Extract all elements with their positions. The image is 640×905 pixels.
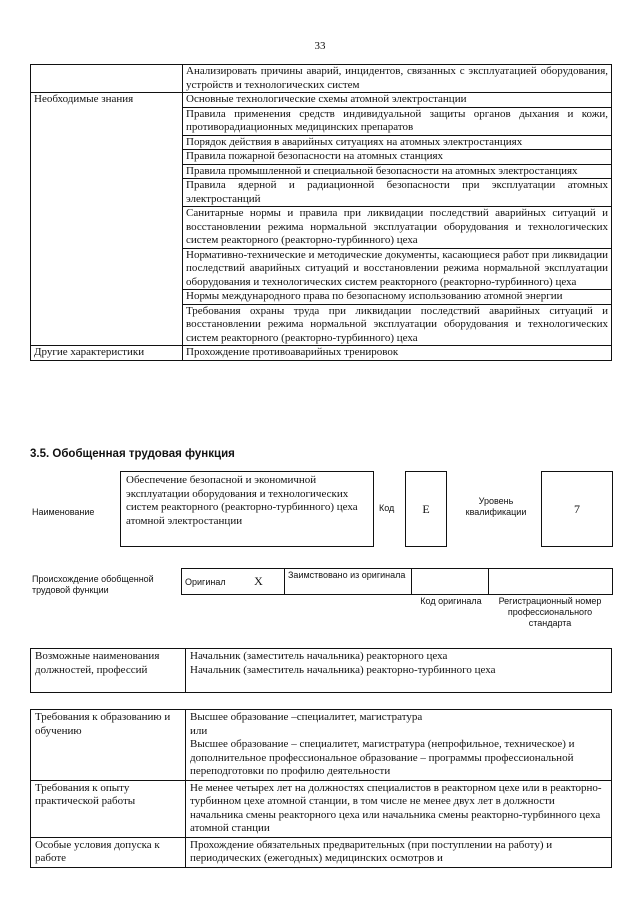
education-line: Высшее образование –специалитет, магистратура (190, 711, 423, 723)
qualification-level-value: 7 (541, 471, 613, 547)
table-row (31, 93, 612, 108)
knowledge-label: Необходимые знания (31, 93, 183, 346)
knowledge-table (30, 64, 612, 361)
knowledge-item: Правила применения средств индивидуальной защиты органов дыхания и кожи, противорадиационных медицинских препаратов (183, 107, 612, 135)
requirements-table (30, 709, 612, 868)
origin-table (181, 568, 613, 595)
table-row (182, 569, 613, 595)
qualification-level-label: Уровень квалификации (465, 496, 527, 517)
origin-code-caption: Код оригинала (420, 596, 482, 606)
page-number: 33 (314, 40, 326, 52)
experience-value: Не менее четырех лет на должностях специалистов в реакторном цехе или в реакторно-турбинном цехе атомной станции, в том числе не менее двух лет в должности начальника смены реакторного цеха или начальника смены реакторно-турбинного цеха атомной станции (186, 780, 612, 837)
positions-values (186, 649, 612, 693)
name-value: Обеспечение безопасной и экономичной эксплуатации оборудования и технологических систем реакторного (реакторно-турбинного) цеха атомной электростанции (120, 471, 374, 547)
skill-item: Анализировать причины аварий, инцидентов, связанных с эксплуатацией оборудования, устройств и технологических систем (183, 65, 612, 93)
table-row (31, 65, 612, 93)
position-item: Начальник (заместитель начальника) реакторного цеха (190, 650, 448, 662)
education-values (186, 710, 612, 781)
knowledge-item: Порядок действия в аварийных ситуациях на атомных электростанциях (183, 135, 612, 150)
original-mark: X (254, 573, 263, 588)
other-characteristics-label: Другие характеристики (31, 346, 183, 361)
experience-label: Требования к опыту практической работы (31, 780, 186, 837)
table-row (31, 346, 612, 361)
reg-number-caption: Регистрационный номер профессионального стандарта (498, 596, 602, 628)
knowledge-item: Нормы международного права по безопасному использованию атомной энергии (183, 290, 612, 305)
knowledge-item: Санитарные нормы и правила при ликвидации последствий аварийных ситуаций и восстановлении режима нормальной эксплуатации оборудования и технологических систем реакторного (реакторно-турбинного) цеха (183, 207, 612, 249)
positions-label: Возможные наименования должностей, профессий (31, 649, 186, 693)
table-row (31, 837, 612, 867)
knowledge-item: Правила промышленной и специальной безопасности на атомных электростанциях (183, 164, 612, 179)
positions-table (30, 648, 612, 693)
row-label (31, 65, 183, 93)
knowledge-item: Правила пожарной безопасности на атомных станциях (183, 150, 612, 165)
name-label: Наименование (32, 507, 95, 517)
original-label: Оригинал (185, 576, 226, 587)
code-label: Код (379, 503, 395, 513)
table-row (31, 780, 612, 837)
knowledge-item: Нормативно-технические и методические документы, касающиеся работ при ликвидации последствий аварийных ситуаций и восстановлении режима нормальной эксплуатации оборудования и технологических систем реакторного (реакторно-турбинного) цеха (183, 248, 612, 290)
origin-code-cell (412, 569, 489, 595)
other-characteristics-item: Прохождение противоаварийных тренировок (183, 346, 612, 361)
knowledge-item: Требования охраны труда при ликвидации последствий аварийных ситуаций и восстановлении режима нормальной эксплуатации оборудования и технологических систем реакторного (реакторно-турбинного) цеха (183, 304, 612, 346)
education-line: или (190, 724, 208, 737)
admission-label: Особые условия допуска к работе (31, 837, 186, 867)
position-item: Начальник (заместитель начальника) реакторно-турбинного цеха (190, 663, 496, 676)
table-row (31, 649, 612, 693)
original-cell (182, 569, 285, 595)
education-line: Высшее образование – специалитет, магистратура (непрофильное, техническое) и дополнительное профессиональное образование – программы профессиональной переподготовки по профилю деятельности (190, 738, 575, 777)
section-title: 3.5. Обобщенная трудовая функция (30, 448, 235, 460)
education-label: Требования к образованию и обучению (31, 710, 186, 781)
admission-value: Прохождение обязательных предварительных (при поступлении на работу) и периодических (ежегодных) медицинских осмотров и (186, 837, 612, 867)
knowledge-item: Правила ядерной и радиационной безопасности при эксплуатации атомных электростанций (183, 179, 612, 207)
code-value: E (405, 471, 447, 547)
borrowed-label: Заимствовано из оригинала (285, 569, 412, 595)
knowledge-item: Основные технологические схемы атомной электростанции (183, 93, 612, 108)
table-row (31, 710, 612, 781)
origin-label: Происхождение обобщенной трудовой функции (32, 574, 154, 595)
reg-number-cell (489, 569, 613, 595)
